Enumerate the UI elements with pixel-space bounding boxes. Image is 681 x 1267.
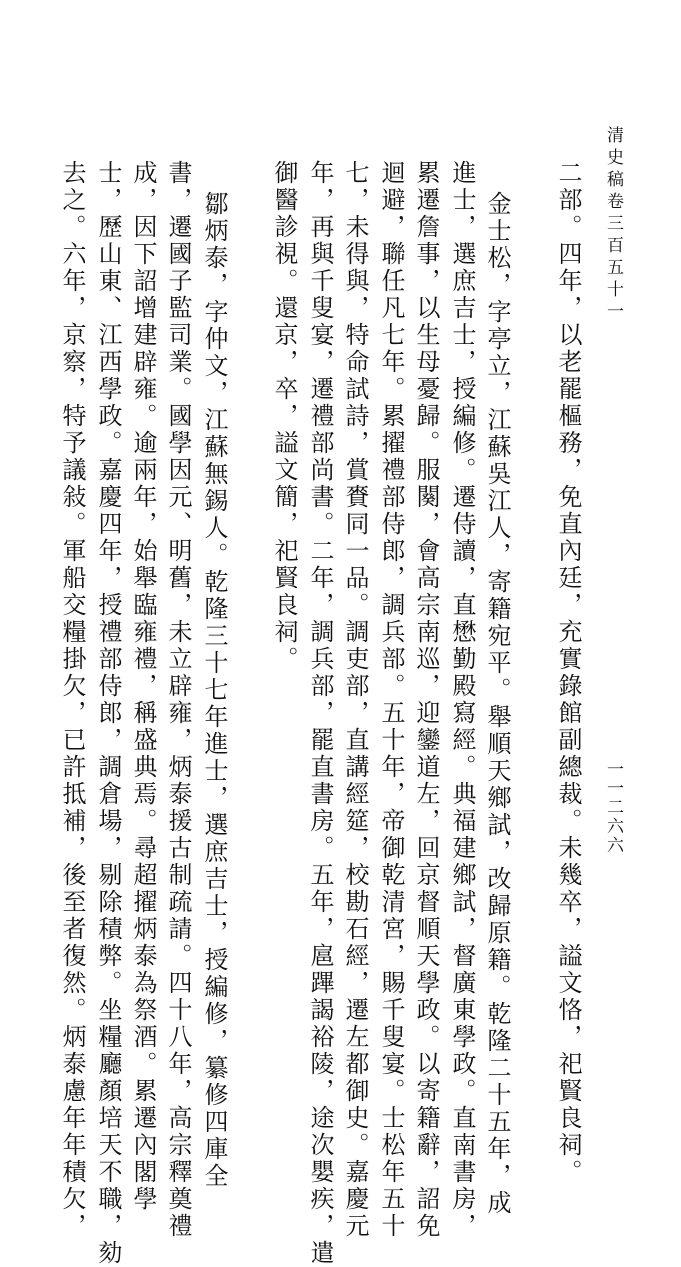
text-column: 書，遷國子監司業。國學因元、明舊，未立辟雍，炳泰援古制疏請。四十八年，高宗釋奠禮 (164, 160, 192, 1240)
text-column: 鄒炳泰，字仲文，江蘇無錫人。乾隆三十七年進士，選庶吉士，授編修，纂修四庫全 (200, 191, 228, 1190)
text-column: 迴避，聯任凡七年。累擢禮部侍郎，調兵部。五十年，帝御乾清宮，賜千叟宴。士松年五十 (377, 160, 405, 1240)
text-column: 進士，選庶吉士，授編修。遷侍讀，直懋勤殿寫經。典福建鄉試，督廣東學政。直南書房， (448, 160, 476, 1240)
text-column: 二部。四年，以老罷樞務，免直內廷，充實錄館副總裁。未幾卒，謚文恪，祀賢良祠。 (554, 160, 582, 1186)
text-column: 七，未得與，特命試詩，賞賚同一品。調吏部，直講經筵，校勘石經，遷左都御史。嘉慶元 (341, 160, 369, 1240)
text-column: 御醫診視。還京，卒，謚文簡，祀賢良祠。 (270, 160, 298, 673)
text-column: 年，再與千叟宴，遷禮部尚書。二年，調兵部，罷直書房。五年，扈蹕謁裕陵，途次嬰疾，遣 (306, 160, 334, 1267)
text-column: 成，因下詔增建辟雍。逾兩年，始舉臨雍禮，稱盛典焉。尋超擢炳泰為祭酒。累遷內閣學 (129, 160, 157, 1213)
text-column: 金士松，字亭立，江蘇吳江人，寄籍宛平。舉順天鄉試，改歸原籍。乾隆二十五年，成 (483, 191, 511, 1217)
text-column: 累遷詹事，以生母憂歸。服闋，會高宗南巡，迎鑾道左，回京督順天學政。以寄籍辭，詔免 (412, 160, 440, 1240)
page-number: 一一二六六 (603, 760, 623, 855)
running-head-title: 清史稿卷三百五十一 (603, 126, 623, 324)
text-column: 去之。六年，京察，特予議敍。軍船交糧掛欠，已許抵補，後至者復然。炳泰慮年年積欠， (58, 160, 86, 1240)
text-column: 士，歷山東、江西學政。嘉慶四年，授禮部侍郎，調倉場，剔除積弊。坐糧廳顏培天不職，劾 (94, 160, 122, 1267)
